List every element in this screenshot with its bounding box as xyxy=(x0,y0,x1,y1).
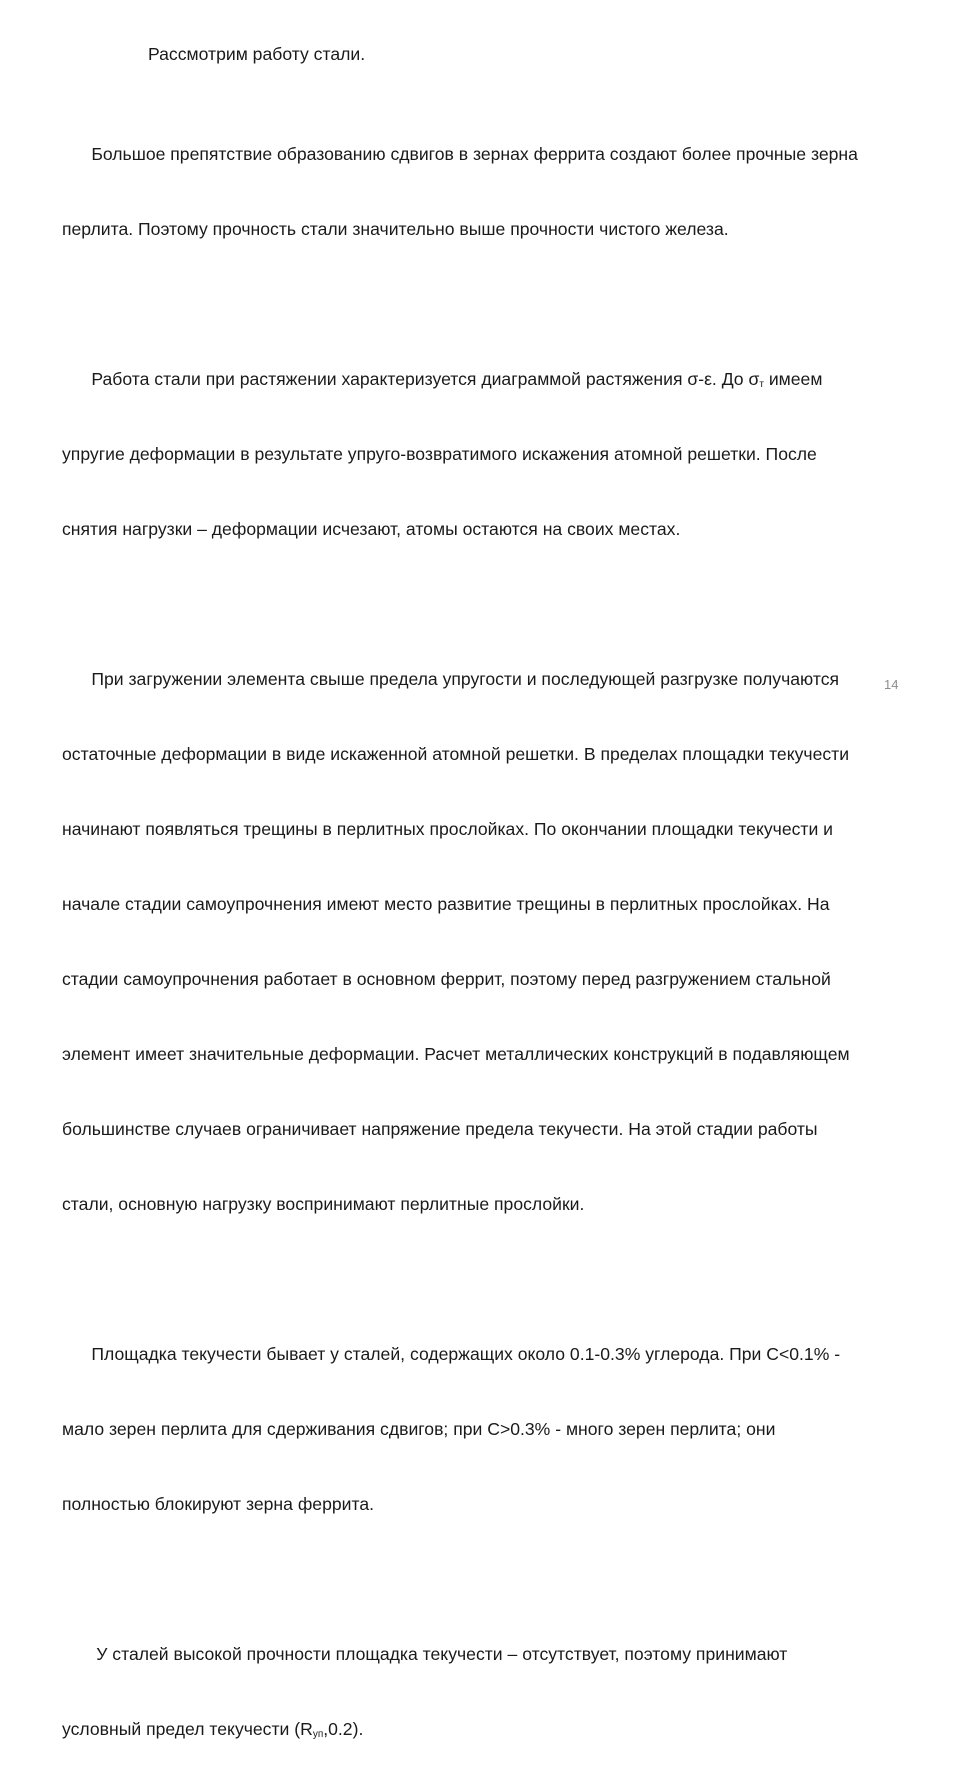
paragraph-4 xyxy=(62,1292,942,1567)
paragraph-3-line: стали, основную нагрузку воспринимают перлитные прослойки. xyxy=(62,1194,585,1214)
paragraph-5-text: условный предел текучести (R xyxy=(62,1719,313,1739)
paragraph-1 xyxy=(62,92,942,292)
page-number: 14 xyxy=(884,677,899,692)
paragraph-4-line: мало зерен перлита для сдерживания сдвигов; при С>0.3% - много зерен перлита; они xyxy=(62,1419,776,1439)
paragraph-5-line: У сталей высокой прочности площадка текучести – отсутствует, поэтому принимают xyxy=(62,1644,788,1664)
paragraph-2-text: имеем xyxy=(763,369,823,389)
spacer xyxy=(62,292,942,317)
paragraph-2 xyxy=(62,317,942,592)
slide-title: Рассмотрим работу стали. xyxy=(148,44,366,64)
paragraph-3-line: остаточные деформации в виде искаженной атомной решетки. В пределах площадки текучести xyxy=(62,744,850,764)
slide-content xyxy=(62,42,942,1792)
paragraph-1-line: Большое препятствие образованию сдвигов в зернах феррита создают более прочные зерна xyxy=(62,144,858,164)
paragraph-1-line: перлита. Поэтому прочность стали значительно выше прочности чистого железа. xyxy=(62,219,729,239)
paragraph-2-line: снятия нагрузки – деформации исчезают, атомы остаются на своих местах. xyxy=(62,519,681,539)
paragraph-5-line xyxy=(62,1717,942,1742)
paragraph-4-line: Площадка текучести бывает у сталей, содержащих около 0.1-0.3% углерода. При С<0.1% - xyxy=(62,1344,841,1364)
paragraph-3-line: большинстве случаев ограничивает напряжение предела текучести. На этой стадии работы xyxy=(62,1119,818,1139)
paragraph-3-line: При загружении элемента свыше предела упругости и последующей разгрузке получаются xyxy=(62,669,840,689)
paragraph-3 xyxy=(62,617,942,1267)
paragraph-3-line: начале стадии самоупрочнения имеют место развитие трещины в перлитных прослойках. На xyxy=(62,894,830,914)
paragraph-3-line: элемент имеет значительные деформации. Расчет металлических конструкций в подавляющем xyxy=(62,1044,850,1064)
paragraph-2-line xyxy=(62,367,942,392)
paragraph-3-line: начинают появляться трещины в перлитных прослойках. По окончании площадки текучести и xyxy=(62,819,834,839)
spacer xyxy=(62,1267,942,1292)
paragraph-3-line: стадии самоупрочнения работает в основном феррит, поэтому перед разгружением стальной xyxy=(62,969,831,989)
spacer xyxy=(62,1567,942,1592)
spacer xyxy=(62,592,942,617)
paragraph-2-text: Работа стали при растяжении характеризуется диаграммой растяжения σ-ε. До σ xyxy=(62,369,760,389)
paragraph-4-line: полностью блокируют зерна феррита. xyxy=(62,1494,375,1514)
sigma-t-subscript: т xyxy=(759,379,764,390)
spacer xyxy=(62,67,942,92)
paragraph-5-text: ,0.2). xyxy=(323,1719,364,1739)
paragraph-2-line: упругие деформации в результате упруго-возвратимого искажения атомной решетки. После xyxy=(62,444,817,464)
paragraph-5 xyxy=(62,1592,942,1792)
r-yp-subscript: уп xyxy=(312,1729,324,1740)
